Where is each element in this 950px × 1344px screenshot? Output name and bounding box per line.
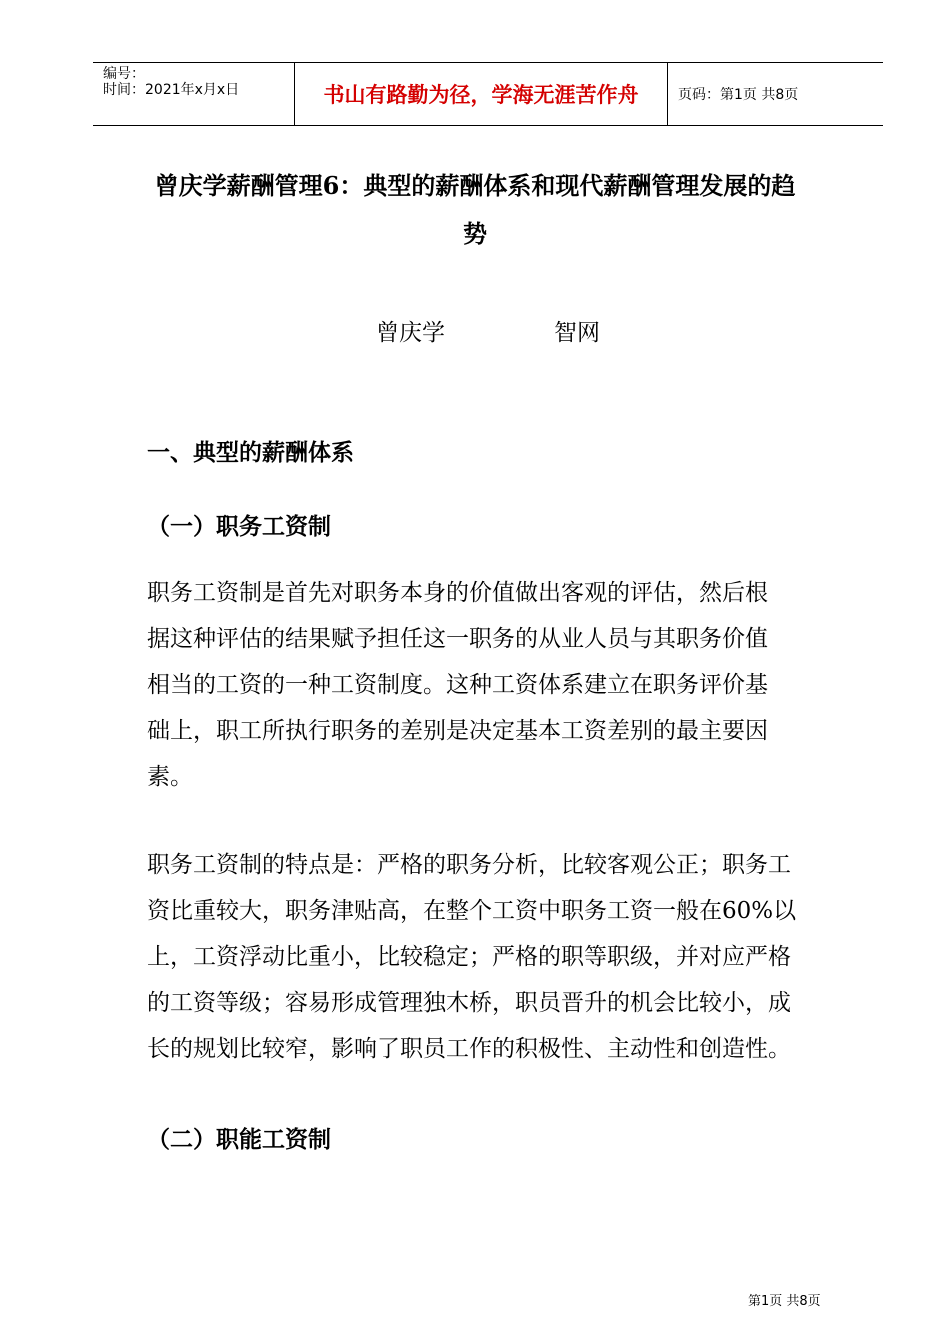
paragraph-line: 长的规划比较窄，影响了职员工作的积极性、主动性和创造性。: [147, 1036, 791, 1062]
document-title-line-1: 曾庆学薪酬管理6：典型的薪酬体系和现代薪酬管理发展的趋: [154, 171, 796, 200]
section-heading: 一、典型的薪酬体系: [147, 440, 354, 466]
paragraph-line: 职务工资制的特点是：严格的职务分析，比较客观公正；职务工: [147, 852, 791, 878]
subsection-heading-2: （二）职能工资制: [147, 1127, 331, 1153]
author-name: 曾庆学: [376, 320, 445, 346]
paragraph-2: [147, 842, 837, 1072]
document-header: [93, 62, 883, 126]
header-motto: 书山有路勤为径，学海无涯苦作舟: [323, 83, 639, 107]
paragraph-line: 相当的工资的一种工资制度。这种工资体系建立在职务评价基: [147, 672, 768, 698]
paragraph-line: 职务工资制是首先对职务本身的价值做出客观的评估，然后根: [147, 580, 768, 606]
document-title-line-2: 势: [463, 219, 487, 248]
paragraph-line: 的工资等级；容易形成管理独木桥，职员晋升的机会比较小，成: [147, 990, 791, 1016]
header-meta-cell: [93, 63, 295, 125]
paragraph-1: [147, 570, 837, 800]
subsection-heading-1: （一）职务工资制: [147, 514, 331, 540]
paragraph-line: 上，工资浮动比重小，比较稳定；严格的职等职级，并对应严格: [147, 944, 791, 970]
paragraph-line: 资比重较大，职务津贴高，在整个工资中职务工资一般在60%以: [147, 898, 797, 924]
header-page-code: 页码：第1页 共8页: [678, 87, 799, 103]
number-label: 编号：: [103, 66, 145, 82]
page-footer: 第1页 共8页: [748, 1294, 821, 1309]
paragraph-line: 础上，职工所执行职务的差别是决定基本工资差别的最主要因: [147, 718, 768, 744]
time-label: 时间：2021年x月x日: [103, 82, 240, 98]
source-name: 智网: [554, 320, 600, 346]
header-motto-cell: [295, 63, 668, 125]
paragraph-line: 素。: [147, 764, 193, 790]
paragraph-line: 据这种评估的结果赋予担任这一职务的从业人员与其职务价值: [147, 626, 768, 652]
header-page-cell: [668, 63, 883, 125]
